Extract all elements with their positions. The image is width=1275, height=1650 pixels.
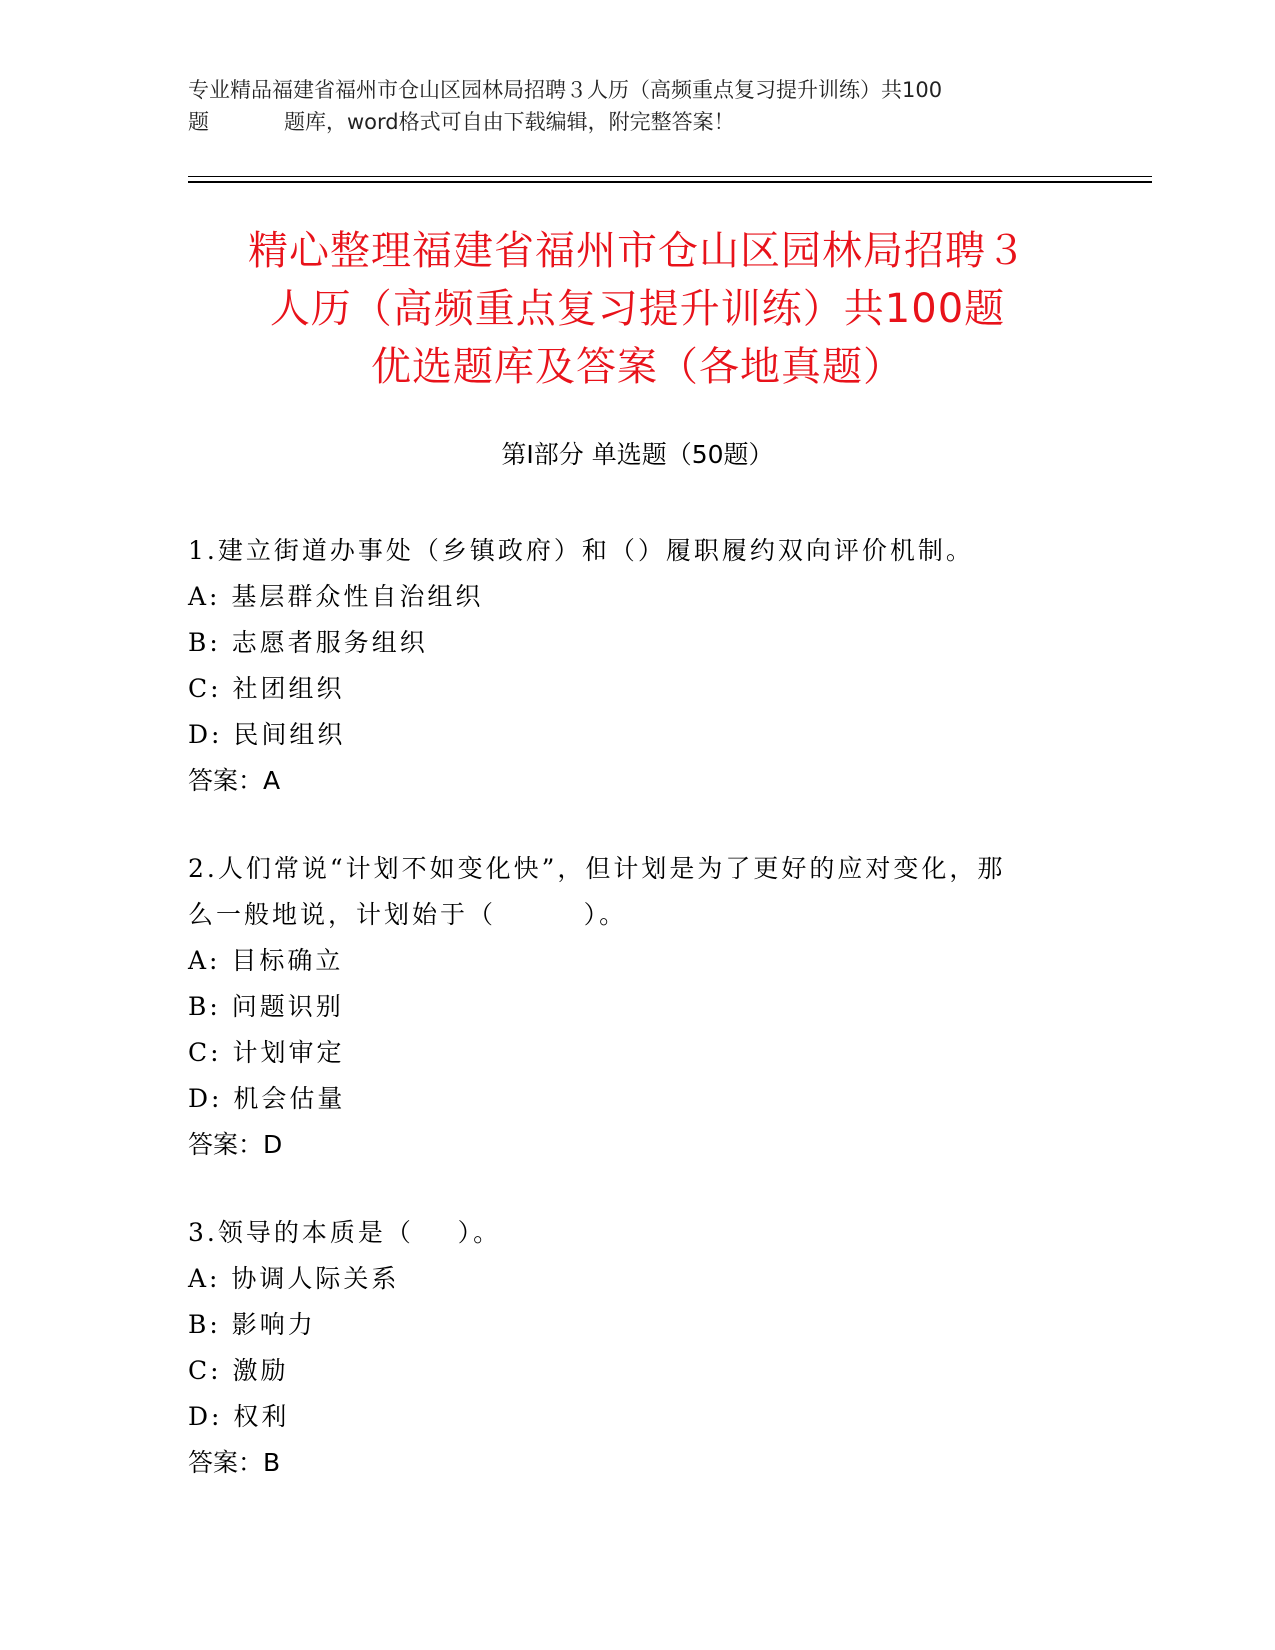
document-title-line3: 优选题库及答案（各地真题） bbox=[371, 344, 904, 390]
question-list bbox=[188, 528, 1088, 1528]
option-d: D: 民间组织 bbox=[188, 720, 346, 749]
option-b: B: 问题识别 bbox=[188, 992, 344, 1021]
answer: 答案：A bbox=[188, 766, 281, 795]
option-b: B: 志愿者服务组织 bbox=[188, 628, 428, 657]
question-stem-line1: 2.人们常说“计划不如变化快”，但计划是为了更好的应对变化，那 bbox=[188, 854, 1006, 883]
question-item bbox=[188, 528, 1088, 804]
question-stem-line2: 么一般地说，计划始于（ ）。 bbox=[188, 900, 628, 929]
header-note-line1: 专业精品福建省福州市仓山区园林局招聘３人历（高频重点复习提升训练）共100 bbox=[188, 78, 943, 102]
header-note-line2-lead: 题 bbox=[188, 110, 209, 134]
question-stem-line1: 3.领导的本质是（ ）。 bbox=[188, 1218, 502, 1247]
option-a: A: 基层群众性自治组织 bbox=[188, 582, 484, 611]
document-title bbox=[160, 222, 1115, 396]
option-a: A: 协调人际关系 bbox=[188, 1264, 400, 1293]
option-c: C: 社团组织 bbox=[188, 674, 345, 703]
option-d: D: 机会估量 bbox=[188, 1084, 346, 1113]
question-item bbox=[188, 1210, 1088, 1486]
section-heading: 第Ⅰ部分 单选题（50题） bbox=[501, 440, 774, 469]
header-divider-thin bbox=[188, 176, 1152, 177]
option-a: A: 目标确立 bbox=[188, 946, 344, 975]
option-c: C: 激励 bbox=[188, 1356, 289, 1385]
question-stem-line1: 1.建立街道办事处（乡镇政府）和（）履职履约双向评价机制。 bbox=[188, 536, 974, 565]
answer: 答案：D bbox=[188, 1130, 283, 1159]
answer: 答案：B bbox=[188, 1448, 281, 1477]
document-title-line2: 人历（高频重点复习提升训练）共100题 bbox=[269, 286, 1006, 332]
option-d: D: 权利 bbox=[188, 1402, 290, 1431]
header-divider-thick bbox=[188, 181, 1152, 183]
option-c: C: 计划审定 bbox=[188, 1038, 345, 1067]
header-note bbox=[188, 74, 1088, 138]
question-item bbox=[188, 846, 1088, 1168]
document-title-line1: 精心整理福建省福州市仓山区园林局招聘３ bbox=[248, 228, 1027, 274]
header-note-line2 bbox=[188, 106, 1088, 138]
header-note-line2-rest: 题库，word格式可自由下载编辑，附完整答案！ bbox=[284, 110, 735, 134]
option-b: B: 影响力 bbox=[188, 1310, 316, 1339]
